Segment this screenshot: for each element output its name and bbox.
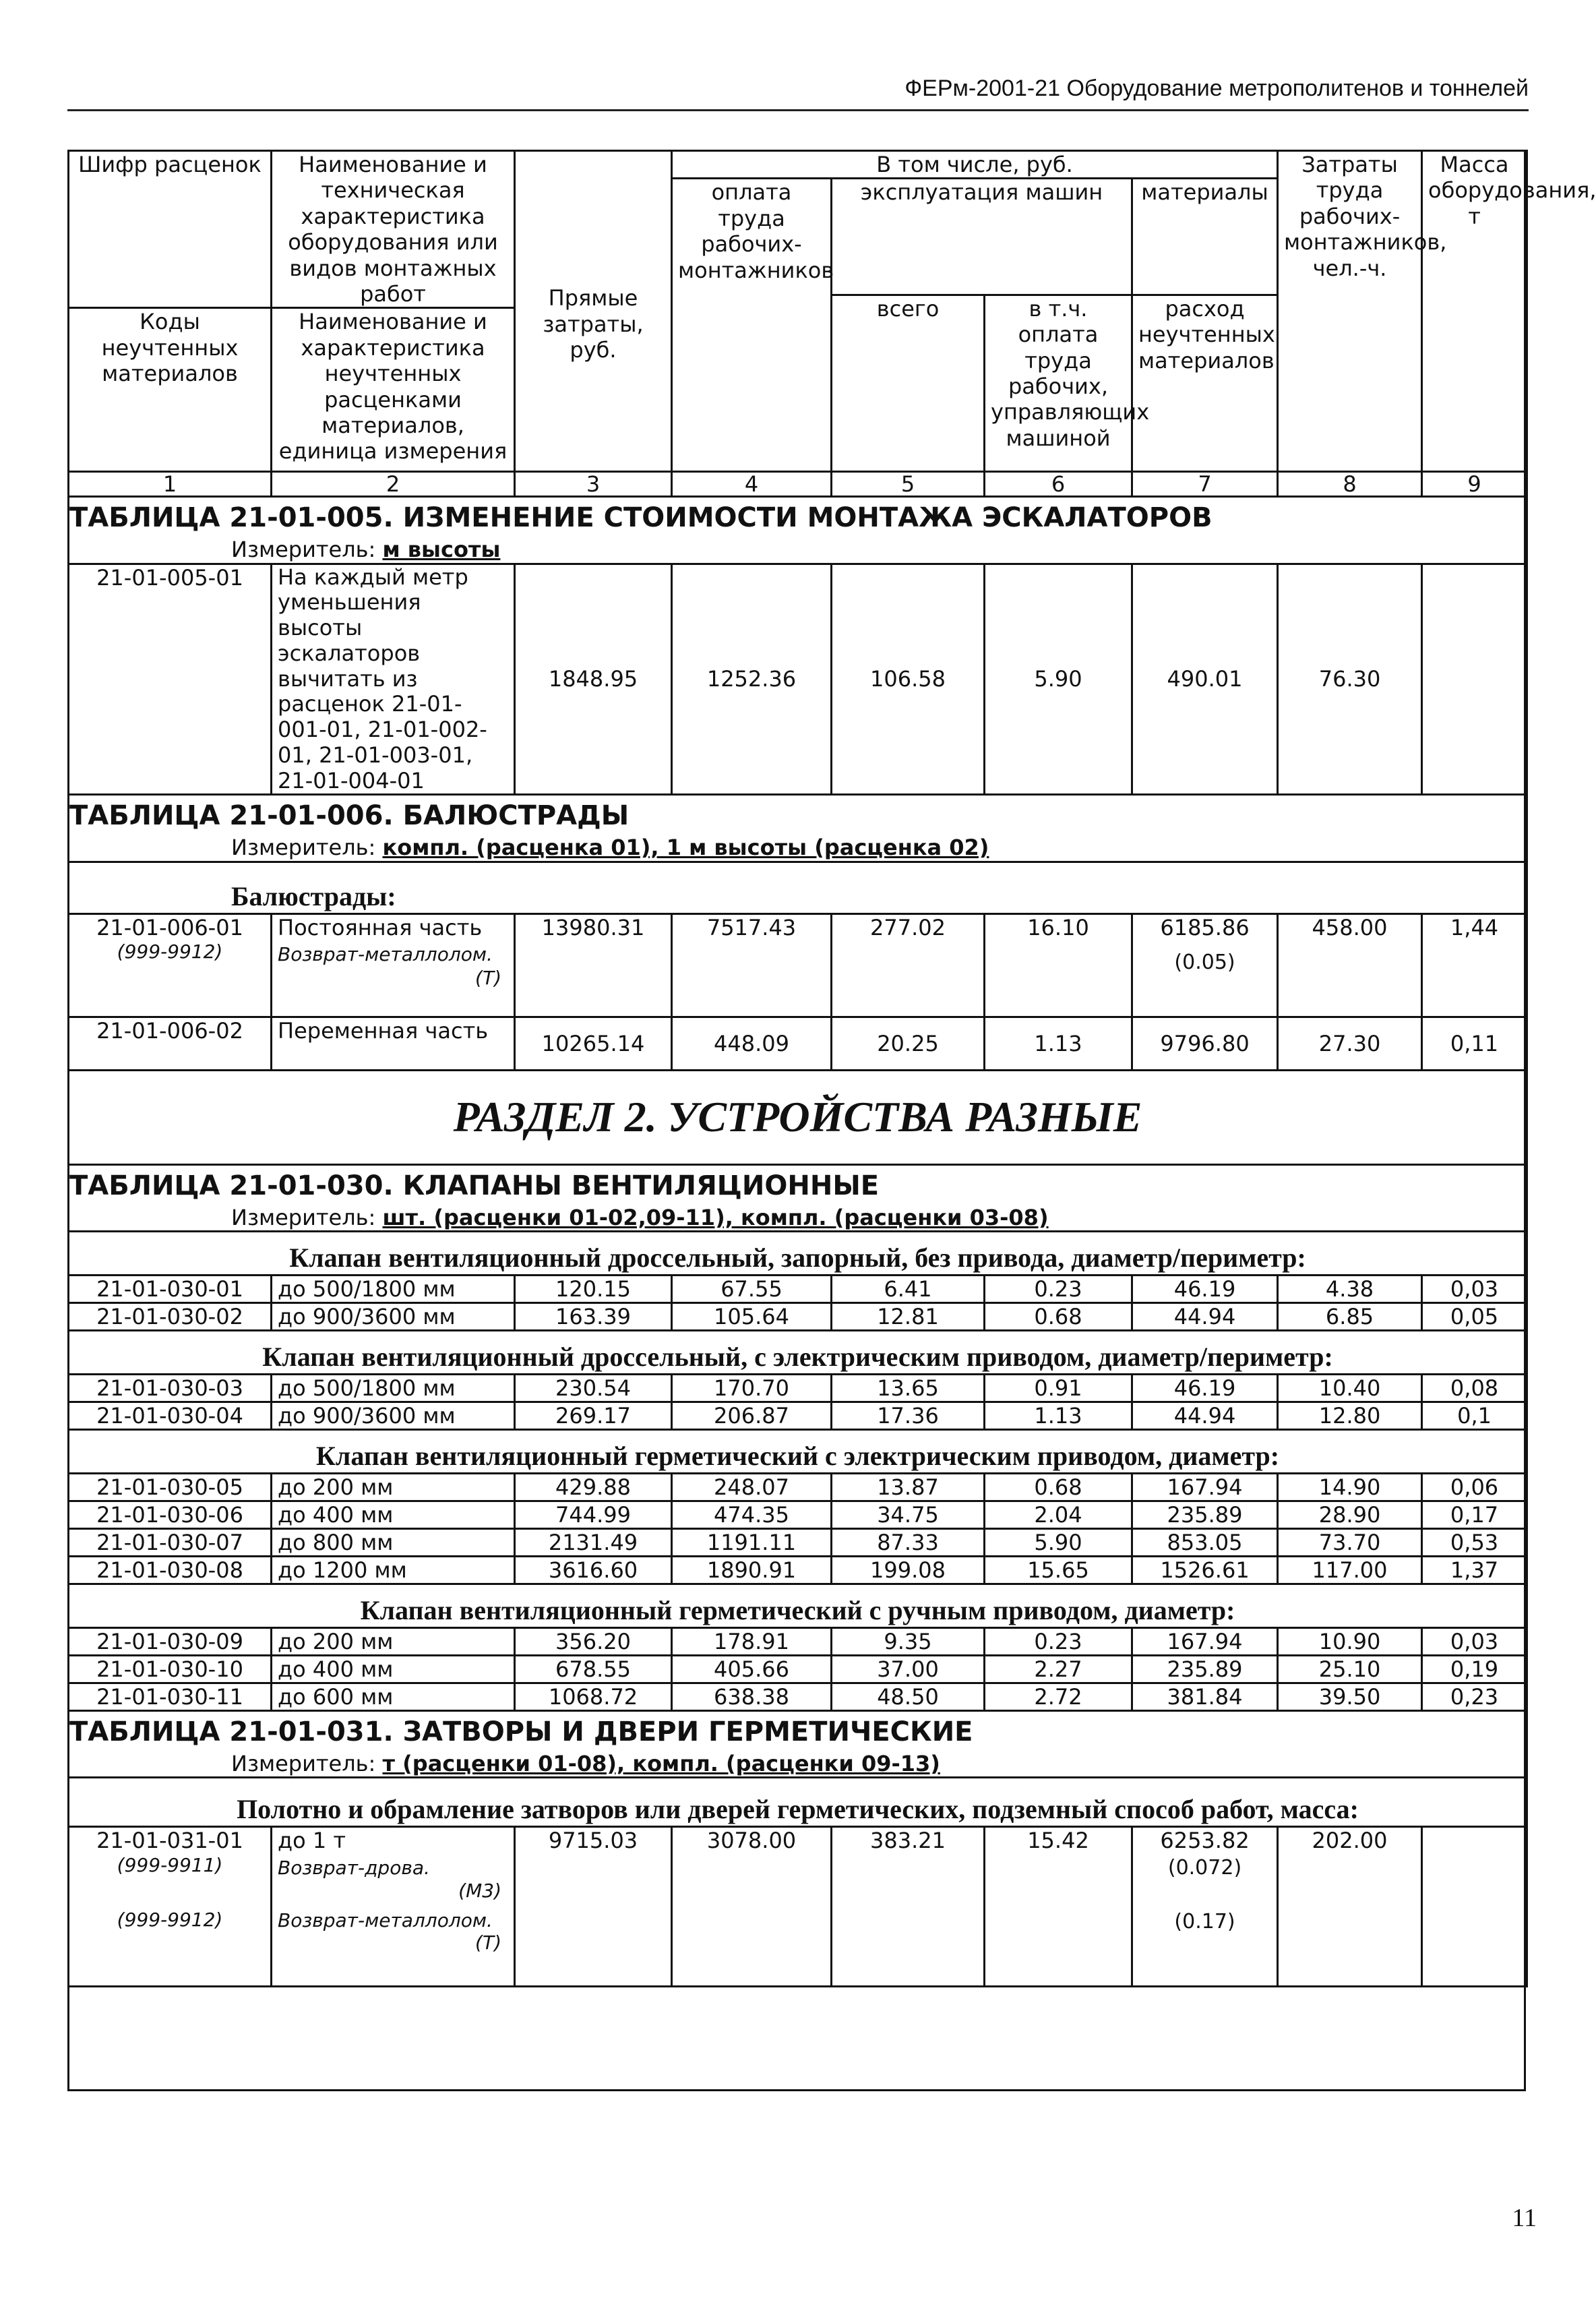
rate-name: до 500/1800 мм (272, 1276, 515, 1303)
col-name-header: Наименование и техническая характеристика оборудования или видов монтажных работ (272, 151, 515, 308)
col-number: 9 (1422, 472, 1527, 497)
wages: 170.70 (672, 1375, 832, 1402)
materials: 46.19 (1132, 1375, 1278, 1402)
materials-cell: 6185.86 (0.05) (1132, 913, 1278, 1017)
wages: 1890.91 (672, 1557, 832, 1584)
rate-name: до 800 мм (272, 1529, 515, 1557)
machine-wages: 5.90 (985, 564, 1132, 795)
col-number: 2 (272, 472, 515, 497)
wages: 1252.36 (672, 564, 832, 795)
materials: 9796.80 (1132, 1017, 1278, 1070)
machines: 277.02 (832, 913, 985, 1017)
mass: 0,11 (1422, 1017, 1527, 1070)
section-title: РАЗДЕЛ 2. УСТРОЙСТВА РАЗНЫЕ (69, 1070, 1527, 1164)
direct-cost: 269.17 (515, 1402, 672, 1430)
mass: 0,53 (1422, 1529, 1527, 1557)
table-row (69, 1683, 1527, 1711)
rate-name: до 1200 мм (272, 1557, 515, 1584)
materials: 381.84 (1132, 1683, 1278, 1711)
rate-code: 21-01-030-04 (69, 1402, 272, 1430)
materials: 235.89 (1132, 1656, 1278, 1683)
col-mach-wages-header: в т.ч. оплата труда рабочих, управляющих машиной (985, 295, 1132, 471)
materials: 167.94 (1132, 1474, 1278, 1501)
table-title: ТАБЛИЦА 21-01-006. БАЛЮСТРАДЫ (69, 795, 1527, 833)
col-wages-header: оплата труда рабочих-монтажников (672, 179, 832, 472)
machine-wages: 0.91 (985, 1375, 1132, 1402)
running-header: ФЕРм-2001-21 Оборудование метрополитенов и тоннелей (904, 76, 1529, 101)
rate-code: 21-01-030-08 (69, 1557, 272, 1584)
direct-cost: 13980.31 (515, 913, 672, 1017)
materials-cell: 6253.82 (0.072) (0.17) (1132, 1827, 1278, 1987)
machines: 37.00 (832, 1656, 985, 1683)
direct-cost: 10265.14 (515, 1017, 672, 1070)
wages: 474.35 (672, 1501, 832, 1529)
labor: 28.90 (1278, 1501, 1422, 1529)
col-number: 3 (515, 472, 672, 497)
col-mass-header: Масса оборудования, т (1422, 151, 1527, 472)
labor: 458.00 (1278, 913, 1422, 1017)
machine-wages: 0.68 (985, 1474, 1132, 1501)
column-numbers (69, 472, 1527, 497)
direct-cost: 744.99 (515, 1501, 672, 1529)
group-rows (69, 1375, 1527, 1430)
table-row (69, 913, 1527, 1017)
col-incl-header: В том числе, руб. (672, 151, 1278, 179)
group-title: Полотно и обрамление затворов или дверей герметических, подземный способ работ, масса: (69, 1778, 1527, 1827)
table-row (69, 1303, 1527, 1331)
machines: 12.81 (832, 1303, 985, 1331)
rate-name: до 900/3600 мм (272, 1303, 515, 1331)
labor: 39.50 (1278, 1683, 1422, 1711)
direct-cost: 120.15 (515, 1276, 672, 1303)
col-number: 5 (832, 472, 985, 497)
rate-name: до 400 мм (272, 1656, 515, 1683)
materials: 1526.61 (1132, 1557, 1278, 1584)
machine-wages: 2.27 (985, 1656, 1132, 1683)
rate-code: 21-01-030-02 (69, 1303, 272, 1331)
materials: 46.19 (1132, 1276, 1278, 1303)
mass: 0,17 (1422, 1501, 1527, 1529)
col-number: 7 (1132, 472, 1278, 497)
col-labor-header: Затраты труда рабочих-монтажников, чел.-ч. (1278, 151, 1422, 472)
labor: 12.80 (1278, 1402, 1422, 1430)
wages: 7517.43 (672, 913, 832, 1017)
wages: 638.38 (672, 1683, 832, 1711)
group-title: Клапан вентиляционный дроссельный, с электрическим приводом, диаметр/периметр: (69, 1331, 1527, 1375)
mass: 0,06 (1422, 1474, 1527, 1501)
wages: 405.66 (672, 1656, 832, 1683)
rate-code: 21-01-030-06 (69, 1501, 272, 1529)
group-title: Балюстрады: (69, 862, 1527, 913)
labor: 25.10 (1278, 1656, 1422, 1683)
rate-code: 21-01-030-10 (69, 1656, 272, 1683)
labor: 10.40 (1278, 1375, 1422, 1402)
rate-name: до 200 мм (272, 1474, 515, 1501)
table-row (69, 1474, 1527, 1501)
machines: 13.87 (832, 1474, 985, 1501)
machines: 87.33 (832, 1529, 985, 1557)
rate-name: Переменная часть (272, 1017, 515, 1070)
measure-line: Измеритель: шт. (расценки 01-02,09-11), компл. (расценки 03-08) (69, 1202, 1527, 1232)
table-row (69, 1017, 1527, 1070)
table-row (69, 1276, 1527, 1303)
table-row (69, 1827, 1527, 1987)
rate-code-cell: 21-01-031-01 (999-9911) (999-9912) (69, 1827, 272, 1987)
table-title: ТАБЛИЦА 21-01-005. ИЗМЕНЕНИЕ СТОИМОСТИ МОНТАЖА ЭСКАЛАТОРОВ (69, 497, 1527, 535)
rate-code: 21-01-030-03 (69, 1375, 272, 1402)
labor: 117.00 (1278, 1557, 1422, 1584)
table-title: ТАБЛИЦА 21-01-030. КЛАПАНЫ ВЕНТИЛЯЦИОННЫЕ (69, 1164, 1527, 1202)
machine-wages: 15.65 (985, 1557, 1132, 1584)
labor: 73.70 (1278, 1529, 1422, 1557)
machines: 13.65 (832, 1375, 985, 1402)
rates-table (67, 150, 1596, 1987)
mass: 0,05 (1422, 1303, 1527, 1331)
rate-name: до 400 мм (272, 1501, 515, 1529)
direct-cost: 3616.60 (515, 1557, 672, 1584)
machine-wages: 1.13 (985, 1017, 1132, 1070)
materials: 235.89 (1132, 1501, 1278, 1529)
machine-wages: 16.10 (985, 913, 1132, 1017)
machine-wages: 2.04 (985, 1501, 1132, 1529)
group-rows (69, 1276, 1527, 1331)
rate-code: 21-01-030-01 (69, 1276, 272, 1303)
direct-cost: 1848.95 (515, 564, 672, 795)
table-title: ТАБЛИЦА 21-01-031. ЗАТВОРЫ И ДВЕРИ ГЕРМЕТИЧЕСКИЕ (69, 1711, 1527, 1749)
machine-wages: 5.90 (985, 1529, 1132, 1557)
rate-code: 21-01-006-02 (69, 1017, 272, 1070)
rate-code: 21-01-030-11 (69, 1683, 272, 1711)
materials: 167.94 (1132, 1628, 1278, 1656)
rate-name: до 500/1800 мм (272, 1375, 515, 1402)
wages: 206.87 (672, 1402, 832, 1430)
machine-wages: 0.23 (985, 1276, 1132, 1303)
table-row (69, 1656, 1527, 1683)
machine-wages: 0.23 (985, 1628, 1132, 1656)
machines: 6.41 (832, 1276, 985, 1303)
direct-cost: 429.88 (515, 1474, 672, 1501)
direct-cost: 230.54 (515, 1375, 672, 1402)
rate-code: 21-01-030-09 (69, 1628, 272, 1656)
group-title: Клапан вентиляционный дроссельный, запорный, без привода, диаметр/периметр: (69, 1232, 1527, 1276)
table-row (69, 1501, 1527, 1529)
machines: 48.50 (832, 1683, 985, 1711)
rate-code: 21-01-030-07 (69, 1529, 272, 1557)
col-mach-total-header: всего (832, 295, 985, 471)
mass: 0,03 (1422, 1276, 1527, 1303)
table-row (69, 1375, 1527, 1402)
wages: 178.91 (672, 1628, 832, 1656)
labor: 76.30 (1278, 564, 1422, 795)
col-number: 1 (69, 472, 272, 497)
table-row (69, 564, 1527, 795)
mass (1422, 1827, 1527, 1987)
rate-code-cell: 21-01-006-01 (999-9912) (69, 913, 272, 1017)
col-number: 8 (1278, 472, 1422, 497)
labor: 4.38 (1278, 1276, 1422, 1303)
mass: 0,23 (1422, 1683, 1527, 1711)
machine-wages: 15.42 (985, 1827, 1132, 1987)
wages: 248.07 (672, 1474, 832, 1501)
direct-cost: 1068.72 (515, 1683, 672, 1711)
rate-name: до 900/3600 мм (272, 1402, 515, 1430)
machine-wages: 0.68 (985, 1303, 1132, 1331)
labor: 10.90 (1278, 1628, 1422, 1656)
mass: 1,44 (1422, 913, 1527, 1017)
page-number: 11 (1512, 2204, 1537, 2232)
col-direct-header: Прямые затраты, руб. (515, 151, 672, 472)
col-machines-header: эксплуатация машин (832, 179, 1132, 295)
col-code-header: Шифр расценок (69, 151, 272, 308)
machine-wages: 1.13 (985, 1402, 1132, 1430)
labor: 202.00 (1278, 1827, 1422, 1987)
col-number: 6 (985, 472, 1132, 497)
wages: 3078.00 (672, 1827, 832, 1987)
labor: 27.30 (1278, 1017, 1422, 1070)
mass: 0,19 (1422, 1656, 1527, 1683)
col-mat-use-header: расход неучтенных материалов (1132, 295, 1278, 471)
labor: 14.90 (1278, 1474, 1422, 1501)
direct-cost: 9715.03 (515, 1827, 672, 1987)
machines: 383.21 (832, 1827, 985, 1987)
measure-line: Измеритель: компл. (расценка 01), 1 м высоты (расценка 02) (69, 832, 1527, 862)
rate-name-cell: Постоянная часть Возврат-металлолом. (Т) (272, 913, 515, 1017)
rate-name: до 200 мм (272, 1628, 515, 1656)
direct-cost: 356.20 (515, 1628, 672, 1656)
machines: 9.35 (832, 1628, 985, 1656)
table-row (69, 1628, 1527, 1656)
machines: 199.08 (832, 1557, 985, 1584)
machines: 106.58 (832, 564, 985, 795)
mass: 0,03 (1422, 1628, 1527, 1656)
materials: 44.94 (1132, 1303, 1278, 1331)
table-row (69, 1402, 1527, 1430)
mass: 0,08 (1422, 1375, 1527, 1402)
machines: 34.75 (832, 1501, 985, 1529)
machines: 17.36 (832, 1402, 985, 1430)
header-rule (67, 109, 1529, 111)
wages: 1191.11 (672, 1529, 832, 1557)
wages: 448.09 (672, 1017, 832, 1070)
materials: 44.94 (1132, 1402, 1278, 1430)
col-number: 4 (672, 472, 832, 497)
mass (1422, 564, 1527, 795)
mass: 1,37 (1422, 1557, 1527, 1584)
direct-cost: 163.39 (515, 1303, 672, 1331)
rate-code: 21-01-005-01 (69, 564, 272, 795)
col-materials-header: материалы (1132, 179, 1278, 295)
mass: 0,1 (1422, 1402, 1527, 1430)
group-rows (69, 1628, 1527, 1711)
measure-line: Измеритель: т (расценки 01-08), компл. (расценки 09-13) (69, 1748, 1527, 1778)
group-rows (69, 1474, 1527, 1584)
wages: 105.64 (672, 1303, 832, 1331)
direct-cost: 2131.49 (515, 1529, 672, 1557)
group-title: Клапан вентиляционный герметический с электрическим приводом, диаметр: (69, 1430, 1527, 1474)
materials: 490.01 (1132, 564, 1278, 795)
rate-name-cell: до 1 т Возврат-дрова. (М3) Возврат-металлолом. (Т) (272, 1827, 515, 1987)
col-mat-code-header: Коды неучтенных материалов (69, 308, 272, 472)
table-row (69, 1529, 1527, 1557)
col-mat-name-header: Наименование и характеристика неучтенных расценками материалов, единица измерения (272, 308, 515, 472)
wages: 67.55 (672, 1276, 832, 1303)
direct-cost: 678.55 (515, 1656, 672, 1683)
labor: 6.85 (1278, 1303, 1422, 1331)
group-title: Клапан вентиляционный герметический с ручным приводом, диаметр: (69, 1584, 1527, 1628)
materials: 853.05 (1132, 1529, 1278, 1557)
measure-line: Измеритель: м высоты (69, 534, 1527, 564)
machines: 20.25 (832, 1017, 985, 1070)
rate-code: 21-01-030-05 (69, 1474, 272, 1501)
table-row (69, 1557, 1527, 1584)
machine-wages: 2.72 (985, 1683, 1132, 1711)
rate-name: На каждый метр уменьшения высоты эскалаторов вычитать из расценок 21-01-001-01, 21-01-002-01, 21-01-003-01, 21-01-004-01 (272, 564, 515, 795)
rate-name: до 600 мм (272, 1683, 515, 1711)
